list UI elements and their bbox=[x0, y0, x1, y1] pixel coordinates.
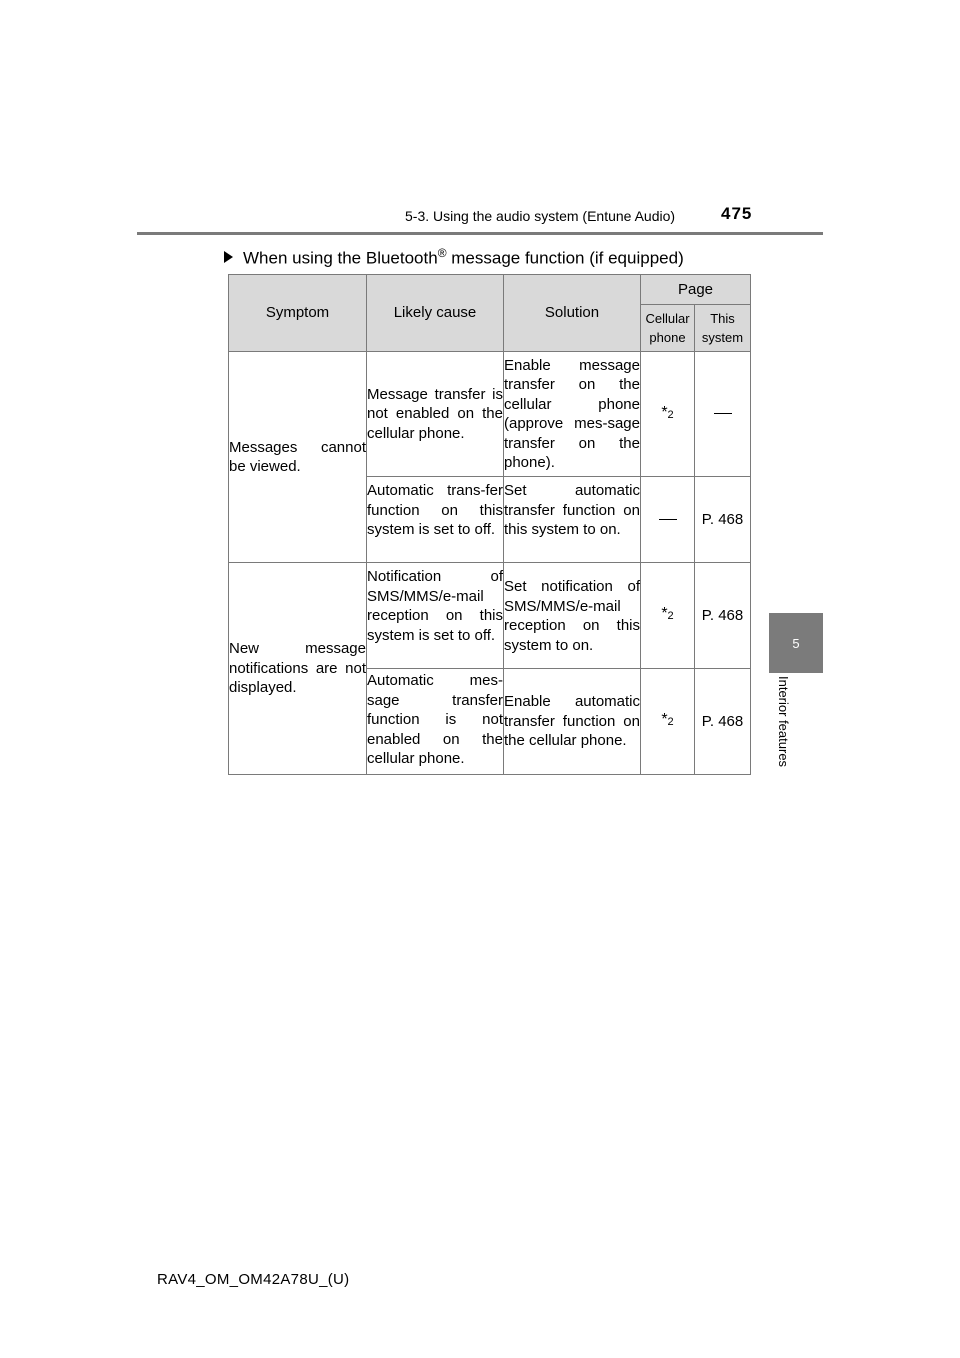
header-this-system bbox=[695, 305, 751, 352]
header-section-title: 5-3. Using the audio system (Entune Audio) bbox=[405, 208, 676, 224]
table-row bbox=[229, 563, 751, 669]
row4-cause: Automatic mes-sage transfer function is not enabled on the cellular phone. bbox=[367, 669, 504, 775]
page-number: 475 bbox=[721, 204, 753, 223]
header-symptom: Symptom bbox=[229, 275, 367, 352]
registered-mark: ® bbox=[437, 246, 447, 260]
row2-phone-page bbox=[641, 477, 695, 563]
row3-system-page: P. 468 bbox=[695, 563, 751, 669]
section-heading bbox=[224, 240, 684, 266]
section-heading-prefix: When using the Bluetooth bbox=[243, 248, 438, 268]
row4-solution: Enable automatic transfer function on the cellular phone. bbox=[504, 669, 641, 775]
dash-mark bbox=[659, 519, 677, 520]
row2-cause: Automatic trans-fer function on this system is set to off. bbox=[367, 477, 504, 563]
header-cellular-line2: phone bbox=[649, 330, 686, 345]
section-heading-suffix: message function (if equipped) bbox=[446, 248, 684, 268]
row3-cause: Notification of SMS/MMS/e-mail reception on this system is set to off. bbox=[367, 563, 504, 669]
row3-phone-page bbox=[641, 563, 695, 669]
row1-solution: Enable message transfer on the cellular phone (approve mes-sage transfer on the phone). bbox=[504, 352, 641, 477]
header-cellular-line1: Cellular bbox=[645, 311, 690, 326]
row4-system-page: P. 468 bbox=[695, 669, 751, 775]
row1-cause: Message transfer is not enabled on the cellular phone. bbox=[367, 352, 504, 477]
header-system-line1: This bbox=[710, 311, 735, 326]
row4-phone-asterisk: * bbox=[661, 711, 668, 729]
chapter-tab-title: Interior features bbox=[776, 676, 791, 768]
row3-phone-asterisk: * bbox=[661, 605, 668, 623]
header-page: Page bbox=[641, 275, 751, 305]
table-header-row bbox=[229, 275, 751, 305]
dash-mark bbox=[714, 413, 732, 414]
header-system-line2: system bbox=[701, 330, 744, 345]
row4-phone-note: 2 bbox=[667, 716, 674, 729]
troubleshooting-table bbox=[228, 274, 751, 775]
row1-symptom: Messages cannot be viewed. bbox=[229, 352, 367, 563]
row3-phone-note: 2 bbox=[667, 610, 674, 623]
row1-phone-asterisk: * bbox=[661, 403, 668, 421]
row1-phone-note: 2 bbox=[667, 408, 674, 421]
header-divider bbox=[137, 232, 823, 235]
row2-solution: Set automatic transfer function on this system to on. bbox=[504, 477, 641, 563]
header-cellular-phone bbox=[641, 305, 695, 352]
chapter-tab-number: 5 bbox=[769, 613, 823, 673]
row2-system-page: P. 468 bbox=[695, 477, 751, 563]
triangle-bullet-icon bbox=[224, 251, 233, 263]
header-solution: Solution bbox=[504, 275, 641, 352]
footer-document-code: RAV4_OM_OM42A78U_(U) bbox=[157, 1271, 350, 1288]
row1-system-page bbox=[695, 352, 751, 477]
header-likely-cause: Likely cause bbox=[367, 275, 504, 352]
row3-symptom: New message notifications are not displayed. bbox=[229, 563, 367, 775]
row3-solution: Set notification of SMS/MMS/e-mail reception on this system to on. bbox=[504, 563, 641, 669]
table-row bbox=[229, 352, 751, 477]
row4-phone-page bbox=[641, 669, 695, 775]
row1-phone-page bbox=[641, 352, 695, 477]
